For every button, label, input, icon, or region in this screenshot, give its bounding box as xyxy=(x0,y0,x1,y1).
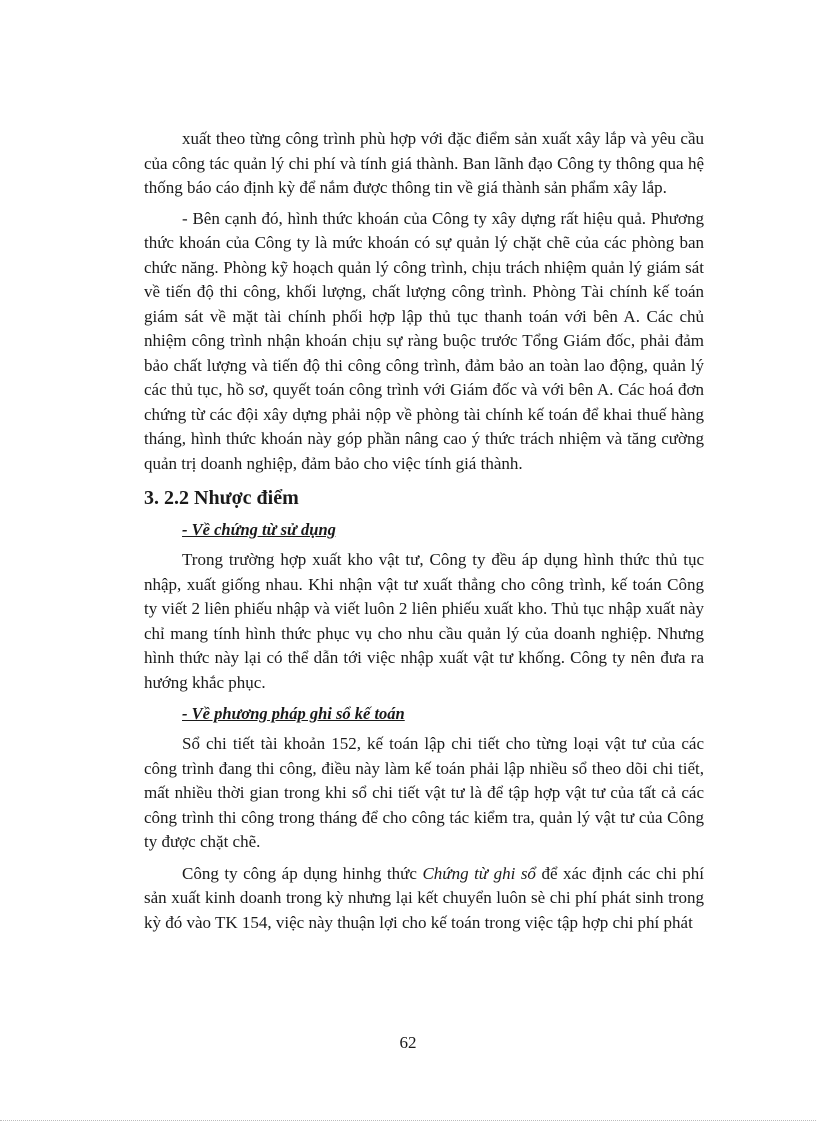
paragraph-3: Trong trường hợp xuất kho vật tư, Công ty đều áp dụng hình thức thủ tục nhập, xuất giống nhau. Khi nhận vật tư xuất thẳng cho công trình, kế toán Công ty viết 2 liên phiếu nhập và viết luôn 2 liên phiếu xuất kho. Thủ tục nhập xuất này chỉ mang tính hình thức phục vụ cho nhu cầu quản lý của doanh nghiệp. Nhưng hình thức này lại có thể dẫn tới việc nhập xuất vật tư khống. Công ty nên đưa ra hướng khắc phục. xyxy=(144,550,704,692)
subheading-documents xyxy=(182,518,704,542)
page-number: 62 xyxy=(399,1033,417,1052)
section-heading: 3. 2.2 Nhược điểm xyxy=(144,487,299,509)
paragraph-1: xuất theo từng công trình phù hợp với đặc điểm sản xuất xây lắp và yêu cầu của công tác quản lý chi phí và tính giá thành. Ban lãnh đạo Công ty thông qua hệ thống báo cáo định kỳ để nắm được thông tin về giá thành sản phẩm xây lắp. xyxy=(144,129,704,197)
subheading-bookkeeping-text: - Về phương pháp ghi sổ kế toán xyxy=(182,704,405,723)
paragraph-5-start: Công ty công áp dụng hinhg thức xyxy=(182,863,423,883)
page-bottom-divider xyxy=(0,1120,816,1121)
paragraph-4: Sổ chi tiết tài khoản 152, kế toán lập chi tiết cho từng loại vật tư của các công trình đang thi công, điều này làm kế toán phải lập nhiều sổ theo dõi chi tiết, mất nhiều thời gian trong khi sổ chi tiết vật tư là để tập hợp vật tư của tất cả các công trình thi công trong tháng để cho công tác kiểm tra, quản lý vật tư của Công ty được chặt chẽ. xyxy=(144,734,704,851)
subheading-documents-text: - Về chứng từ sử dụng xyxy=(182,520,336,539)
paragraph-5-italic-term: Chứng từ ghi sổ xyxy=(422,863,536,883)
page-body xyxy=(144,127,704,935)
paragraph-5-end: để xác định các chi phí sản xuất kinh doanh trong kỳ nhưng lại kết chuyển luôn sè chi phí phát sinh trong kỳ đó vào TK 154, việc này thuận lợi cho kế toán trong việc tập hợp chi phí phát xyxy=(144,863,704,932)
paragraph-2: - Bên cạnh đó, hình thức khoán của Công ty xây dựng rất hiệu quả. Phương thức khoán của Công ty là mức khoán có sự quản lý chặt chẽ của các phòng ban chức năng. Phòng kỹ hoạch quản lý công trình, chịu trách nhiệm quản lý giám sát về tiến độ thi công, khối lượng, chất lượng công trình. Phòng Tài chính kế toán giám sát về mặt tài chính phối hợp lập thủ tục thanh toán với bên A. Các chủ nhiệm công trình nhận khoán chịu sự ràng buộc trước Tổng Giám đốc, phải đảm bảo chất lượng và tiến độ thi công công trình, đảm bảo an toàn lao động, quản lý các thủ tục, hồ sơ, quyết toán công trình với Giám đốc và với bên A. Các hoá đơn chứng từ các đội xây dựng phải nộp về phòng tài chính kế toán để khai thuế hàng tháng, hình thức khoán này góp phần nâng cao ý thức trách nhiệm và tăng cường quản trị doanh nghiệp, đảm bảo cho việc tính giá thành. xyxy=(144,208,704,473)
paragraph-5 xyxy=(144,862,704,936)
subheading-bookkeeping xyxy=(182,702,704,726)
